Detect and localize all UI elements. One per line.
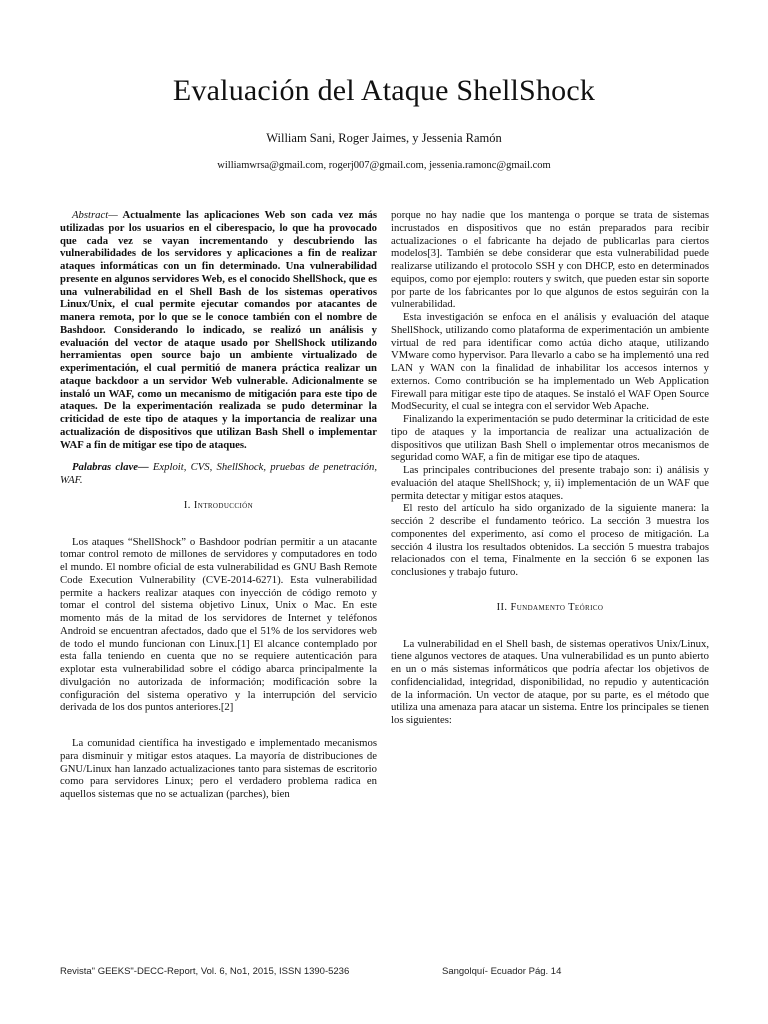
abstract <box>60 209 377 451</box>
paragraph: La comunidad científica ha investigado e implementado mecanismos para disminuir y mitigar estos ataques. La mayoría de distribuciones de GNU/Linux han lanzado actualizaciones tanto para sistemas de escritorio como para servidores Linux; pero el verdadero problema radica en aquellos sistemas que no se actualizan (parches), bien <box>60 737 377 800</box>
paragraph: La vulnerabilidad en el Shell bash, de sistemas operativos Unix/Linux, tiene algunos vectores de ataques. Una vulnerabilidad es un punto abierto en un o más sistemas informáticos que podría afectar los objetivos de confidencialidad, integridad, disponibilidad, no repudio y autenticación de la información. Un vector de ataque, por su parte, es el método que utiliza una amenaza para atacar un sistema. Entre los principales se tienen los siguientes: <box>391 637 709 726</box>
author-emails: williamwrsa@gmail.com, rogerj007@gmail.com, jessenia.ramonc@gmail.com <box>217 160 551 171</box>
section-heading-fundamento-teorico: II. Fundamento Teórico <box>496 601 604 613</box>
paragraph: Las principales contribuciones del presente trabajo son: i) análisis y evaluación del ataque ShellShock; y, ii) implementación de un WAF que permita detectar y mitigar estos ataques. <box>391 464 709 502</box>
keywords-lead: Palabras clave— <box>72 461 149 474</box>
left-column <box>60 209 377 801</box>
right-column <box>391 209 709 727</box>
keywords <box>60 461 377 487</box>
paragraph: El resto del artículo ha sido organizado de la siguiente manera: la sección 2 describe el fundamento teórico. La sección 3 muestra los componentes del experimento, así como el proceso de mitigación. La sección 4 ilustra los resultados obtenidos. La sección 5 muestra trabajos relacionados con el tema, Finalmente en la sección 6 se exponen las conclusiones y trabajo futuro. <box>391 502 709 578</box>
footer-location-page: Sangolquí- Ecuador Pág. 14 <box>442 966 562 977</box>
authors: William Sani, Roger Jaimes, y Jessenia Ramón <box>266 131 502 145</box>
paper-title: Evaluación del Ataque ShellShock <box>172 74 596 107</box>
paragraph: Finalizando la experimentación se pudo determinar la criticidad de este tipo de ataques y la importancia de realizar una actualización de dispositivos que utilizan Bash Shell o implementar otros mecanismos de seguridad como WAF, a fin de mitigar ese tipo de ataques. <box>391 413 709 464</box>
abstract-lead: Abstract— <box>72 209 118 221</box>
keywords-text: Exploit, CVS, ShellShock, pruebas de penetración, WAF. <box>60 461 377 486</box>
paragraph: Los ataques “ShellShock” o Bashdoor podrían permitir a un atacante tomar control remoto de millones de servidores y computadores en todo el mundo. El nombre oficial de esta vulnerabilidad es GNU Bash Remote Code Execution Vulnerability (CVE-2014-6271). Esta vulnerabilidad permite a hackers realizar ataques con inyección de código remoto y tomar el control del sistema objetivo Linux, Unix o Mac. En este momento más de la mitad de los servidores de Internet y teléfonos Android se encuentran afectados, dado que el 51% de los servidores web de todo el mundo funcionan con Linux.[1] El alcance contemplado por esta falla teniendo en cuenta que no se requiere autenticación para explotar esta vulnerabilidad sobre el código abarca principalmente la divulgación no autorizada de información; modificación sobre la configuración del sistema operativo y la interrupción del servicio derivada de los dos puntos anteriores.[2] <box>60 535 377 714</box>
section-heading-introduccion: I. Introducción <box>183 499 254 511</box>
footer-journal-info: Revista" GEEKS"-DECC-Report, Vol. 6, No1, 2015, ISSN 1390-5236 <box>60 966 350 977</box>
abstract-text: Actualmente las aplicaciones Web son cada vez más utilizadas por los usuarios en el ciberespacio, lo que ha provocado que cada vez se vayan incrementando y descubriendo las vulnerabilidades de los servidores y aplicaciones a fin de realizar ataques informáticas con un fin determinado. Una vulnerabilidad presente en algunos servidores Web, es el conocido ShellShock, que es una vulnerabilidad en el Shell Bash de los sistemas operativos Linux/Unix, el cual permite ejecutar comandos por atacantes de manera remota, por lo que se le conoce también con el nombre de Bashdoor. Considerando lo indicado, se realizó un análisis y evaluación del vector de ataque usado por ShellShock utilizando herramientas open source bajo un ambiente virtualizado de experimentación, el cual permitió de manera práctica realizar un ataque backdoor a un servidor Web vulnerable. Adicionalmente se instaló un WAF, como un mecanismo de mitigación para este tipo de ataques. De la experimentación realizada se pudo determinar la criticidad de este tipo de ataques y la importancia de realizar una actualización de dispositivos que utilizan Bash Shell o implementar WAF a fin de mitigar ese tipo de ataques. <box>60 209 377 451</box>
paragraph: porque no hay nadie que los mantenga o porque se trata de sistemas incrustados en dispositivos que no están preparados para recibir actualizaciones o el fabricante ha dejado de publicarlas para ciertos modelos[3]. También se debe considerar que esta vulnerabilidad puede realizarse utilizando el protocolo SSH y con DHCP, esto en determinados equipos, como por ejemplo: routers y switch, que pueden estar sin soporte por parte de los fabricantes por lo que algunos de estos seguirán con la vulnerabilidad. <box>391 209 709 311</box>
paragraph: Esta investigación se enfoca en el análisis y evaluación del ataque ShellShock, utilizando como plataforma de experimentación un ambiente virtual de red para identificar como actúa dicho ataque, utilizando VMware como hypervisor. Para llevarlo a cabo se ha implementó una red LAN y WAN con la finalidad de inhabilitar los accesos internos y externos. Como contribución se ha implementado un Web Application Firewall para mitigar este tipo de ataques. Se instaló el WAF Open Source ModSecurity, el cual se integra con el servidor Web Apache. <box>391 311 709 413</box>
